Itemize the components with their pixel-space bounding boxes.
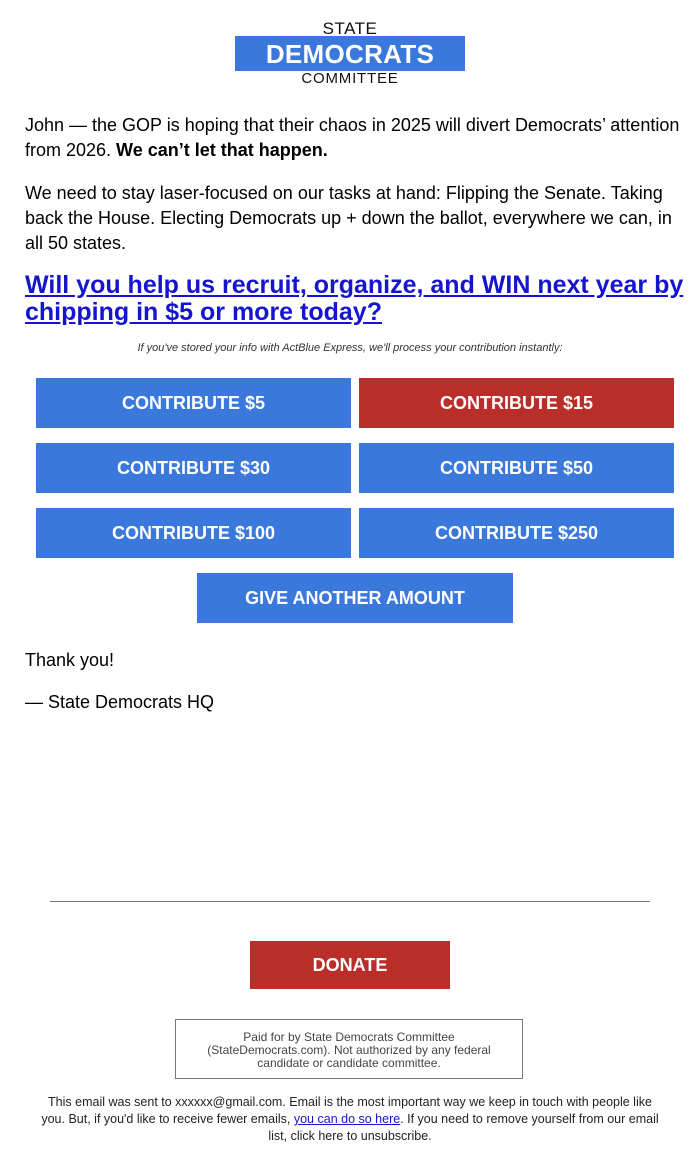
actblue-note: If you've stored your info with ActBlue Express, we'll process your contribution instantly: [137, 342, 563, 354]
intro-bold-text: We can’t let that happen. [116, 140, 328, 160]
signature-text: — State Democrats HQ [25, 692, 215, 712]
contribute-5-button[interactable]: CONTRIBUTE $5 [36, 378, 351, 428]
contribute-100-button[interactable]: CONTRIBUTE $100 [36, 508, 351, 558]
headline-link[interactable]: Will you help us recruit, organize, and WIN next year by chipping in $5 or more today? [25, 271, 684, 326]
logo [235, 19, 465, 87]
paid-for-disclaimer: Paid for by State Democrats Committee (StateDemocrats.com). Not authorized by any federal candidate or candidate committee. [175, 1019, 523, 1079]
thanks-text: Thank you! [25, 650, 115, 670]
footer-text-part1: This email was sent to xxxxxx@gmail.com. Email is the most important way we keep in touch with people like you. But, if you'd like to receive fewer emails, [41, 1095, 652, 1126]
give-another-amount-button[interactable]: GIVE ANOTHER AMOUNT [197, 573, 513, 623]
intro-paragraph [25, 113, 685, 163]
contribute-15-button[interactable]: CONTRIBUTE $15 [359, 378, 674, 428]
logo-state-text: STATE [322, 19, 378, 38]
footer-text-part2: . If you need to remove yourself from our email list, click here to unsubscribe. [268, 1112, 659, 1143]
donate-button[interactable]: DONATE [250, 941, 450, 989]
contribute-30-button[interactable]: CONTRIBUTE $30 [36, 443, 351, 493]
fewer-emails-link[interactable]: you can do so here [293, 1112, 401, 1126]
focus-paragraph: We need to stay laser-focused on our tasks at hand: Flipping the Senate. Taking back the House. Electing Democrats up + down the ballot, everywhere we can, in all 50 states. [25, 183, 672, 253]
contribute-250-button[interactable]: CONTRIBUTE $250 [359, 508, 674, 558]
intro-text: John — the GOP is hoping that their chaos in 2025 will divert Democrats’ attention from 2026. [25, 115, 680, 160]
logo-democrats-text: DEMOCRATS [265, 39, 435, 69]
divider [50, 901, 650, 902]
footer-text [40, 1094, 660, 1145]
contribute-50-button[interactable]: CONTRIBUTE $50 [359, 443, 674, 493]
logo-committee-text: COMMITTEE [301, 70, 399, 87]
